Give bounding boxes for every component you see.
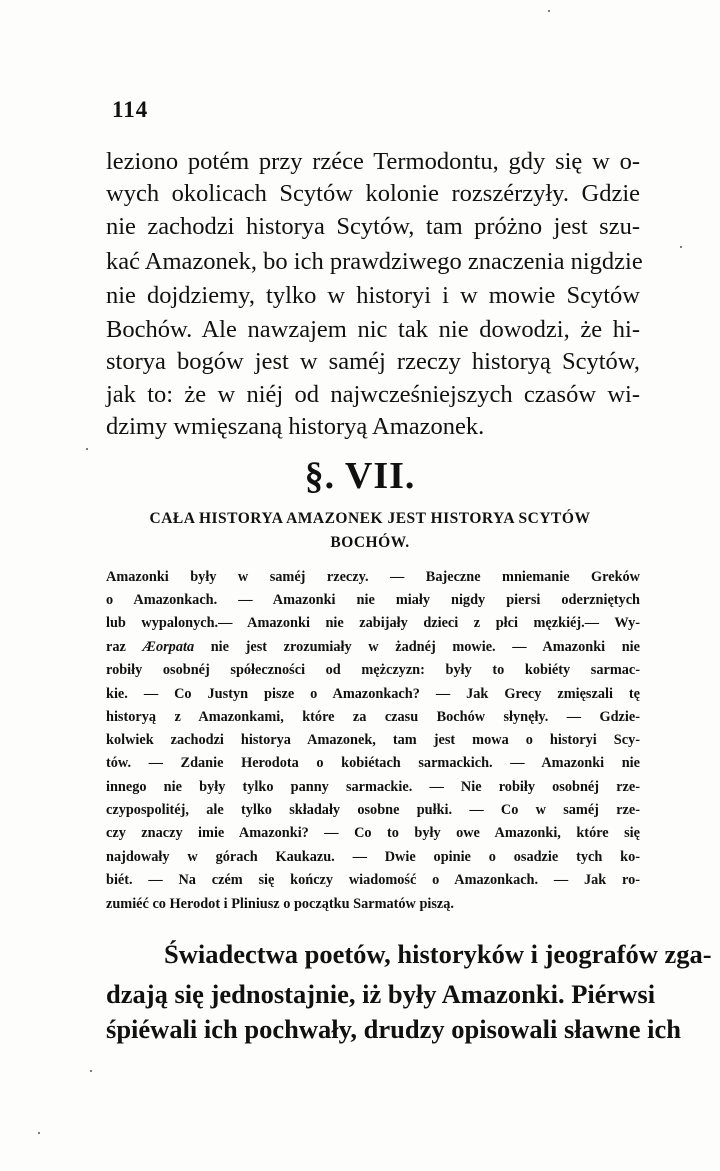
summary-text: nie jest zrozumiały w żadnéj mowie. — Amazonki nie	[194, 639, 641, 655]
chapter-title-line: BOCHÓW.	[330, 534, 410, 551]
summary-line: czy znaczy imie Amazonki? — Co to były owe Amazonki, które się	[106, 825, 640, 841]
summary-line: lub wypalonych.— Amazonki nie zabijały dzieci z płci męzkiéj.— Wy-	[106, 615, 640, 631]
body-line: Bochów. Ale nawzajem nic tak nie dowodzi, że hi-	[106, 316, 640, 343]
paper-speck	[38, 1132, 40, 1134]
paper-speck	[90, 1070, 92, 1072]
summary-line	[106, 636, 640, 658]
body-line: nie zachodzi historya Scytów, tam próżno jest szu-	[106, 213, 640, 240]
closing-line: śpiéwali ich pochwały, drudzy opisowali sławne ich	[106, 1014, 681, 1044]
body-line: storya bogów jest w saméj rzeczy historyą Scytów,	[106, 348, 640, 375]
paper-speck	[86, 448, 88, 450]
paper-speck	[680, 246, 682, 248]
summary-line: historyą z Amazonkami, które za czasu Bochów słynęły. — Gdzie-	[106, 709, 640, 725]
page-number: 114	[112, 97, 149, 122]
summary-line: Amazonki były w saméj rzeczy. — Bajeczne mniemanie Greków	[106, 569, 640, 585]
body-line: leziono potém przy rzéce Termodontu, gdy się w o-	[106, 148, 640, 175]
summary-line: innego nie były tylko panny sarmackie. — Nie robiły osobnéj rze-	[106, 779, 640, 795]
summary-line: robiły osobnéj spółeczności od mężczyzn: były to kobiéty sarmac-	[106, 662, 640, 678]
summary-line: o Amazonkach. — Amazonki nie miały nigdy piersi oderzniętych	[106, 592, 640, 608]
chapter-title-line: CAŁA HISTORYA AMAZONEK JEST HISTORYA SCYTÓW	[149, 510, 591, 527]
body-line: kać Amazonek, bo ich prawdziwego znaczenia nigdzie	[106, 248, 643, 275]
body-line: dzimy wmięszaną historyą Amazonek.	[106, 413, 485, 440]
summary-line: zumiéć co Herodot i Pliniusz o początku Sarmatów piszą.	[106, 896, 454, 912]
body-line: wych okolicach Scytów kolonie rozszérzyły. Gdzie	[106, 180, 640, 207]
summary-text: raz	[106, 639, 143, 655]
summary-line: tów. — Zdanie Herodota o kobiétach sarmackich. — Amazonki nie	[106, 755, 640, 771]
summary-line: biét. — Na czém się kończy wiadomość o Amazonkach. — Jak ro-	[106, 872, 640, 888]
closing-line: Świadectwa poetów, historyków i jeografów zga-	[164, 939, 712, 969]
body-line: nie dojdziemy, tylko w historyi i w mowie Scytów	[106, 282, 640, 309]
paper-speck	[548, 10, 550, 12]
summary-line: kie. — Co Justyn pisze o Amazonkach? — Jak Grecy zmięszali tę	[106, 686, 640, 702]
summary-line: najdowały w górach Kaukazu. — Dwie opinie o osadzie tych ko-	[106, 849, 640, 865]
summary-line: czypospolitéj, ale tylko składały osobne pułki. — Co w saméj rze-	[106, 802, 640, 818]
closing-line: dzają się jednostajnie, iż były Amazonki. Piérwsi	[106, 979, 656, 1009]
body-line: jak to: że w niéj od najwcześniejszych czasów wi-	[106, 381, 640, 408]
italic-term: Æorpata	[142, 639, 195, 655]
section-heading: §. VII.	[304, 455, 416, 497]
summary-line: kolwiek zachodzi historya Amazonek, tam jest mowa o historyi Scy-	[106, 732, 640, 748]
